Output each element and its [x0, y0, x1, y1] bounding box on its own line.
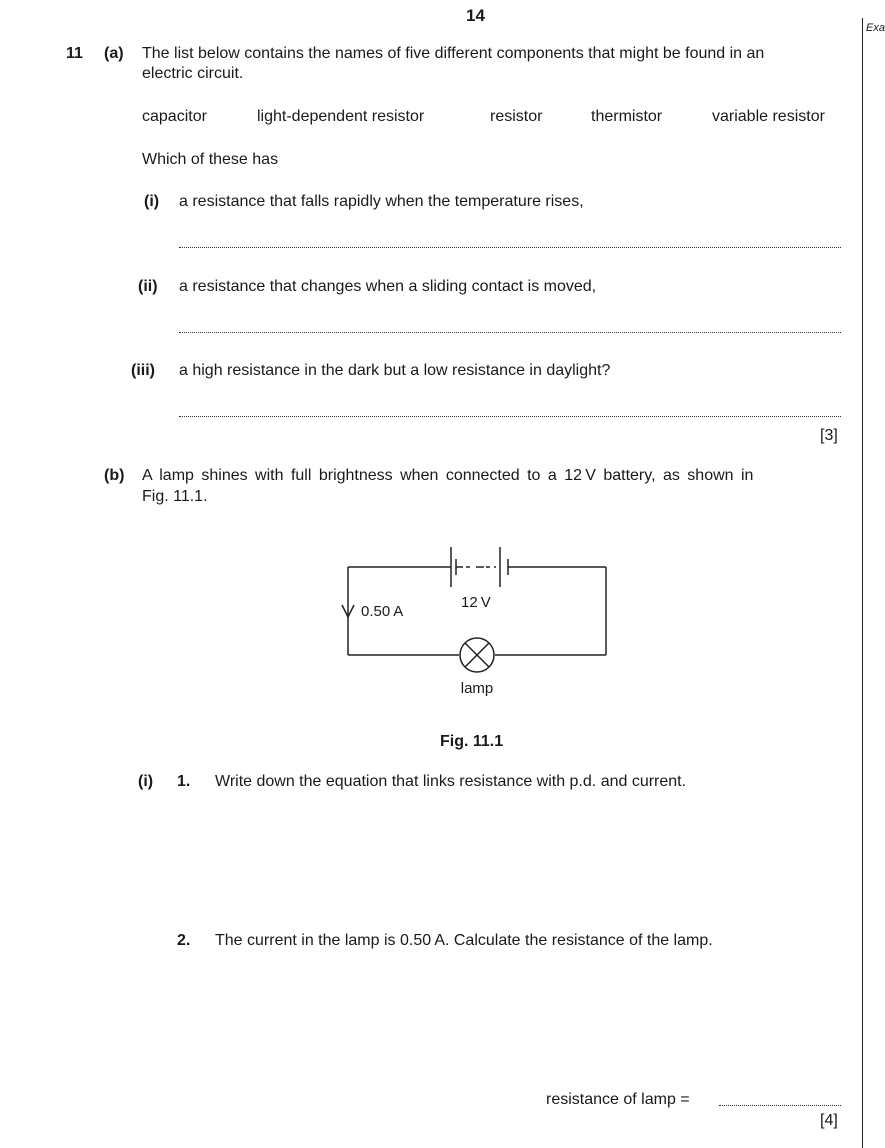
- sub-iii-label: (iii): [131, 362, 155, 379]
- answer-line-i[interactable]: [179, 247, 841, 248]
- battery-symbol: [451, 547, 513, 587]
- part-b-label: (b): [104, 467, 125, 484]
- sub-b-i-label: (i): [138, 773, 154, 790]
- lamp-icon: [460, 638, 494, 672]
- part-a-intro-line1: The list below contains the names of five different components that might be found in an: [142, 45, 765, 62]
- resistance-answer-line[interactable]: [719, 1105, 841, 1106]
- part-b-intro-line1: A lamp shines with full brightness when connected to a 12 V battery, as shown in: [142, 467, 754, 484]
- component-variable-resistor: variable resistor: [712, 108, 825, 125]
- page-number: 14: [466, 6, 485, 25]
- part-a-prompt: Which of these has: [142, 151, 279, 168]
- sub-i-text: a resistance that falls rapidly when the temperature rises,: [179, 193, 584, 210]
- part-b-intro-line2: Fig. 11.1.: [142, 488, 208, 505]
- answer-line-ii[interactable]: [179, 332, 841, 333]
- sub-ii-text: a resistance that changes when a sliding contact is moved,: [179, 278, 597, 295]
- figure-caption: Fig. 11.1: [440, 733, 504, 750]
- answer-line-iii[interactable]: [179, 416, 841, 417]
- sub-ii-label: (ii): [138, 278, 158, 295]
- q2-number: 2.: [177, 932, 191, 949]
- resistance-answer-label: resistance of lamp =: [546, 1091, 690, 1108]
- q2-text: The current in the lamp is 0.50 A. Calculate the resistance of the lamp.: [215, 932, 713, 949]
- component-thermistor: thermistor: [591, 108, 663, 125]
- question-number: 11: [66, 45, 83, 62]
- examiner-margin-line: [862, 18, 863, 1148]
- sub-i-label: (i): [144, 193, 160, 210]
- lamp-label: lamp: [460, 680, 494, 697]
- part-b-marks: [4]: [820, 1112, 838, 1129]
- part-a-marks: [3]: [820, 427, 838, 444]
- part-a-label: (a): [104, 45, 124, 62]
- component-capacitor: capacitor: [142, 108, 207, 125]
- component-resistor: resistor: [490, 108, 543, 125]
- q1-text: Write down the equation that links resistance with p.d. and current.: [215, 773, 687, 790]
- battery-voltage-label: 12 V: [461, 594, 491, 611]
- part-a-intro-line2: electric circuit.: [142, 65, 244, 82]
- circuit-diagram: [330, 535, 620, 705]
- q1-number: 1.: [177, 773, 191, 790]
- current-label: 0.50 A: [361, 603, 404, 620]
- sub-iii-text: a high resistance in the dark but a low resistance in daylight?: [179, 362, 611, 379]
- component-ldr: light-dependent resistor: [257, 108, 425, 125]
- examiner-margin-label: Exa: [866, 22, 885, 34]
